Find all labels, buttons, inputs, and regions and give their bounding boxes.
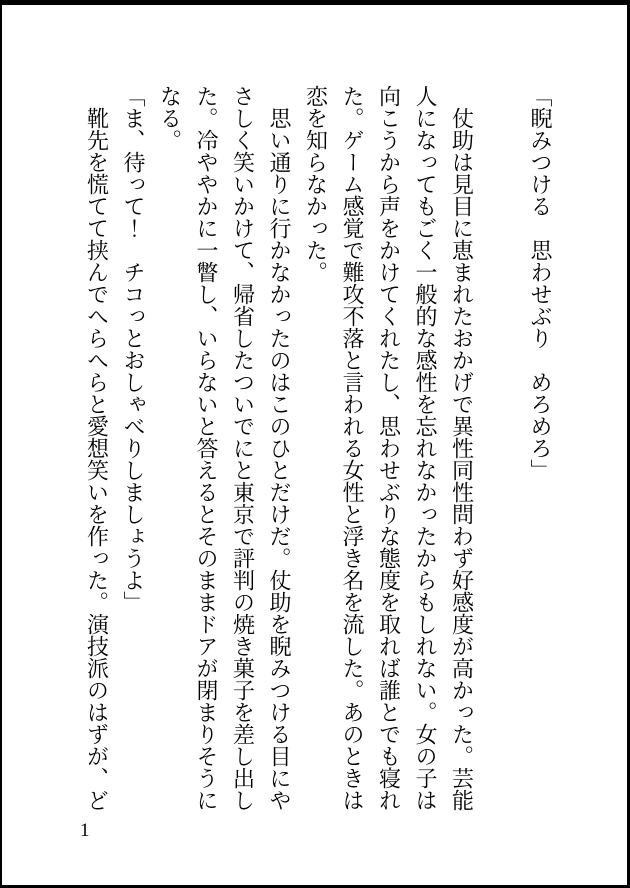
paragraph-1-line-5: 恋を知らなかった。 — [303, 85, 329, 283]
paragraph-1-line-1: 仗助は見目に恵まれたおかげで異性同性問わず好感度が高かった。芸能 — [449, 85, 475, 811]
dialogue-line: 「ま、待って！ チコっとおしゃべりしましょうよ」 — [121, 85, 146, 613]
paragraph-2-line-2: さしく笑いかけて、帰省したついでにと東京で評判の焼き菓子を差し出し — [230, 85, 256, 811]
paragraph-1-line-4: た。ゲーム感覚で難攻不落と言われる女性と浮き名を流した。あのときは — [340, 85, 365, 811]
paragraph-3-line-1: 靴先を慌てて挟んでへらへらと愛想笑いを作った。演技派のはずが、ど — [84, 85, 110, 811]
paragraph-1-line-2: 人になってもごく一般的な感性を忘れなかったからもしれない。女の子は — [413, 85, 438, 811]
page-text-block — [78, 85, 558, 811]
paragraph-1-line-3: 向こうから声をかけてくれたし、思わせぶりな態度を取れば誰とでも寝れ — [376, 85, 402, 811]
page-number: 1 — [80, 820, 90, 841]
story-title: 「睨みつける 思わせぶり めろめろ」 — [528, 85, 553, 481]
paragraph-2-line-4: なる。 — [157, 85, 183, 151]
paragraph-2-line-1: 思い通りに行かなかったのはこのひとだけだ。仗助を睨みつける目にや — [267, 85, 292, 811]
paragraph-2-line-3: た。冷ややかに一瞥し、いらないと答えるとそのままドアが閉まりそうに — [194, 85, 219, 811]
